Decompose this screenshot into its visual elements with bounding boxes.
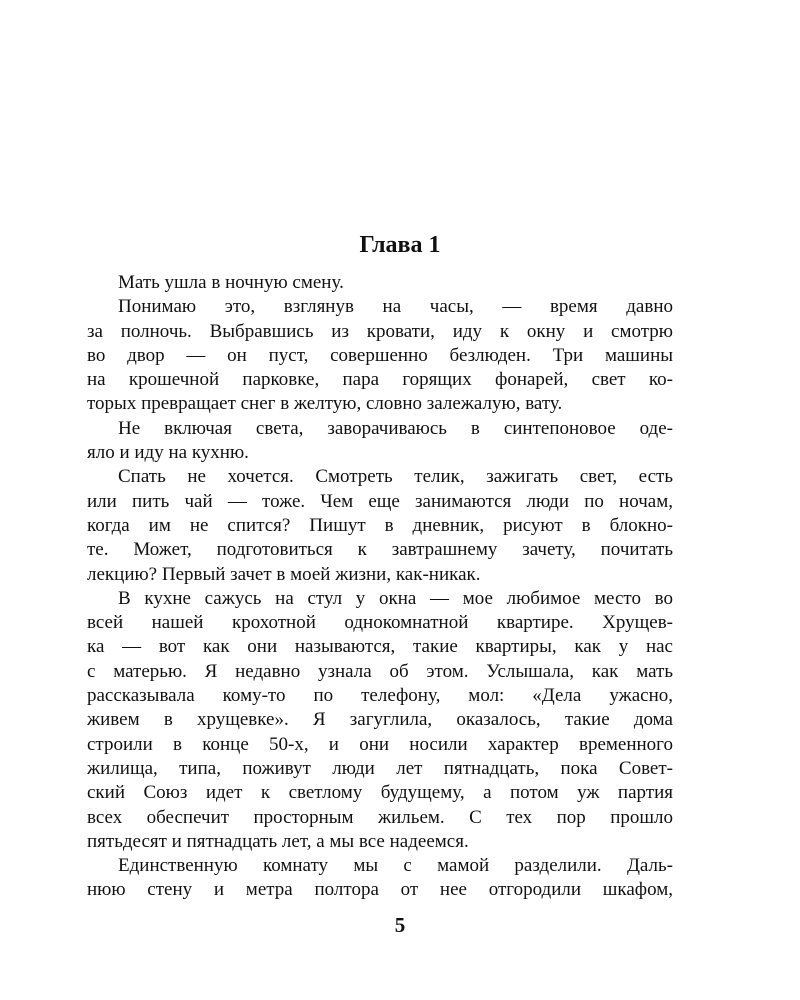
text-line: на крошечной парковке, пара горящих фонарей, свет ко- xyxy=(87,369,673,391)
text-line: торых превращает снег в желтую, словно залежалую, вату. xyxy=(87,393,563,415)
text-line: яло и иду на кухню. xyxy=(87,442,249,464)
text-line: Понимаю это, взглянув на часы, — время давно xyxy=(118,296,673,318)
text-line: с матерью. Я недавно узнала об этом. Услышала, как мать xyxy=(87,660,673,682)
text-line: нюю стену и метра полтора от нее отгородили шкафом, xyxy=(87,879,673,901)
page-number: 5 xyxy=(394,913,406,937)
text-line: Не включая света, заворачиваюсь в синтепоновое оде- xyxy=(118,417,673,439)
text-line: Единственную комнату мы с мамой разделили. Даль- xyxy=(118,855,673,877)
text-line: строили в конце 50-х, и они носили характер временного xyxy=(87,733,673,755)
text-line: Спать не хочется. Смотреть телик, зажигать свет, есть xyxy=(118,466,673,488)
text-line: пятьдесят и пятнадцать лет, а мы все надеемся. xyxy=(87,830,469,852)
text-line: рассказывала кому-то по телефону, мол: «Дела ужасно, xyxy=(87,685,673,707)
text-line: ский Союз идет к светлому будущему, а потом уж партия xyxy=(87,782,673,804)
text-line: Мать ушла в ночную смену. xyxy=(118,272,344,293)
text-line: за полночь. Выбравшись из кровати, иду к окну и смотрю xyxy=(87,320,673,342)
text-line: В кухне сажусь на стул у окна — мое любимое место во xyxy=(118,587,673,609)
text-line: лекцию? Первый зачет в моей жизни, как-никак. xyxy=(87,563,481,585)
text-line: жилища, типа, поживут люди лет пятнадцать, пока Совет- xyxy=(87,757,673,779)
chapter-title: Глава 1 xyxy=(359,232,441,258)
body-text xyxy=(87,271,673,903)
text-line: всей нашей крохотной однокомнатной квартире. Хрущев- xyxy=(87,612,673,634)
text-line: во двор — он пуст, совершенно безлюден. Три машины xyxy=(87,344,673,366)
text-line: когда им не спится? Пишут в дневник, рисуют в блокно- xyxy=(87,514,673,536)
text-line: или пить чай — тоже. Чем еще занимаются люди по ночам, xyxy=(87,490,673,512)
text-line: те. Может, подготовиться к завтрашнему зачету, почитать xyxy=(87,539,673,561)
text-line: живем в хрущевке». Я загуглила, оказалось, такие дома xyxy=(87,709,673,731)
text-line: ка — вот как они называются, такие квартиры, как у нас xyxy=(87,636,673,658)
text-line: всех обеспечит просторным жильем. С тех пор прошло xyxy=(87,806,673,828)
